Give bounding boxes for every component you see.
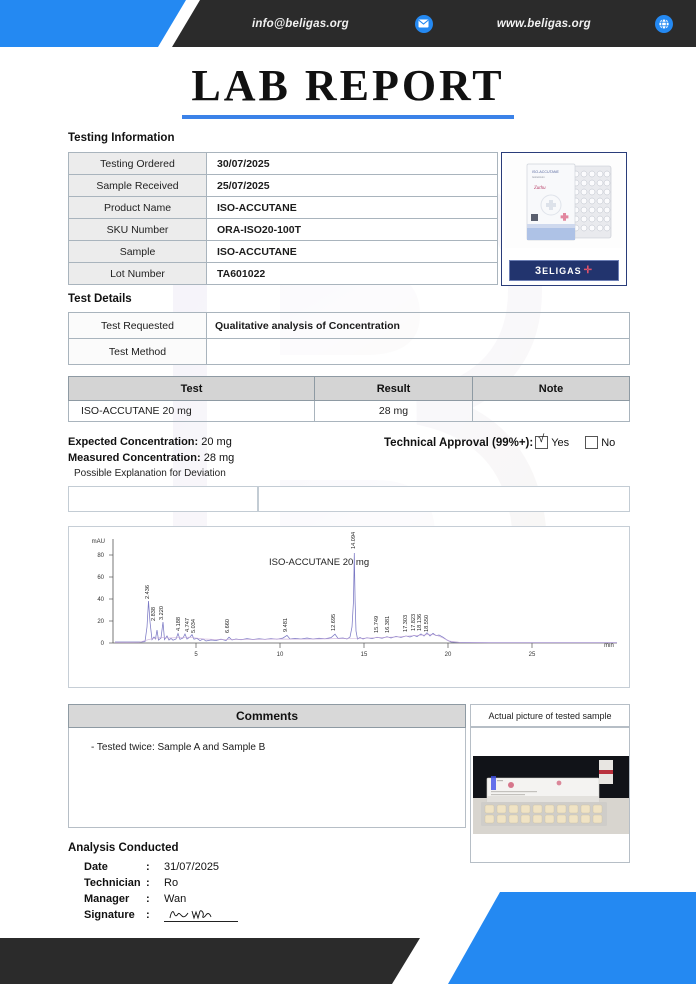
test-details-heading: Test Details bbox=[68, 293, 132, 305]
testing-information-heading: Testing Information bbox=[68, 132, 175, 144]
row-value[interactable]: ISO-ACCUTANE bbox=[207, 197, 498, 219]
title-underline bbox=[182, 115, 514, 119]
row-value[interactable]: 25/07/2025 bbox=[207, 175, 498, 197]
svg-text:5.034: 5.034 bbox=[191, 619, 197, 633]
svg-text:min: min bbox=[604, 643, 614, 649]
brand-name: ELIGAS bbox=[542, 265, 582, 276]
table-row bbox=[69, 728, 466, 828]
approval-yes-checkbox[interactable] bbox=[535, 433, 548, 449]
svg-text:18.136: 18.136 bbox=[417, 613, 423, 631]
brand-prefix: 3 bbox=[534, 264, 543, 277]
test-details-table bbox=[68, 312, 630, 365]
checkmark-icon: √ bbox=[538, 433, 545, 445]
cross-icon: ✛ bbox=[583, 265, 594, 276]
page-header bbox=[0, 0, 696, 47]
table-row bbox=[69, 263, 498, 285]
analysis-key-manager: Manager bbox=[84, 893, 130, 905]
measured-concentration-value: 28 mg bbox=[203, 452, 235, 464]
svg-text:18.550: 18.550 bbox=[424, 614, 430, 632]
svg-text:17.823: 17.823 bbox=[411, 613, 417, 631]
svg-text:16.381: 16.381 bbox=[385, 615, 391, 633]
svg-text:2.436: 2.436 bbox=[145, 585, 151, 599]
deviation-input-right[interactable] bbox=[258, 486, 630, 512]
row-label: Test Method bbox=[69, 339, 207, 365]
svg-text:20: 20 bbox=[444, 652, 452, 658]
row-value[interactable]: 30/07/2025 bbox=[207, 153, 498, 175]
row-value[interactable]: ORA-ISO20-100T bbox=[207, 219, 498, 241]
column-header-result: Result bbox=[315, 377, 473, 401]
measured-concentration-line bbox=[68, 452, 234, 464]
row-label: Lot Number bbox=[69, 263, 207, 285]
product-photo bbox=[505, 156, 623, 248]
svg-text:6.660: 6.660 bbox=[225, 619, 231, 633]
row-label: Test Requested bbox=[69, 313, 207, 339]
svg-text:15.749: 15.749 bbox=[374, 615, 380, 633]
svg-text:15: 15 bbox=[360, 652, 368, 658]
expected-concentration-label: Expected Concentration: bbox=[68, 436, 199, 448]
svg-text:80: 80 bbox=[97, 553, 104, 559]
separator: : bbox=[146, 909, 150, 921]
row-value[interactable]: TA601022 bbox=[207, 263, 498, 285]
table-row bbox=[68, 891, 238, 907]
approval-yes-label: Yes bbox=[551, 436, 570, 449]
sample-picture-caption: Actual picture of tested sample bbox=[470, 704, 630, 727]
table-row bbox=[69, 153, 498, 175]
envelope-icon[interactable] bbox=[415, 15, 433, 33]
deviation-input-left[interactable] bbox=[68, 486, 258, 512]
expected-concentration-line bbox=[68, 436, 234, 448]
analysis-key-signature: Signature bbox=[84, 909, 135, 921]
product-image-box bbox=[501, 152, 627, 286]
table-row bbox=[69, 219, 498, 241]
column-header-note: Note bbox=[473, 377, 630, 401]
sample-photo bbox=[473, 756, 629, 834]
svg-text:0: 0 bbox=[100, 641, 104, 647]
svg-text:10: 10 bbox=[276, 652, 284, 658]
analysis-heading: Analysis Conducted bbox=[68, 842, 179, 854]
results-header-row bbox=[69, 377, 630, 401]
separator: : bbox=[146, 861, 150, 873]
svg-text:14.094: 14.094 bbox=[351, 531, 357, 549]
table-row bbox=[69, 339, 630, 365]
svg-text:mAU: mAU bbox=[91, 539, 105, 545]
globe-icon[interactable] bbox=[655, 15, 673, 33]
svg-text:20: 20 bbox=[97, 619, 104, 625]
technical-approval-label: Technical Approval (99%+): bbox=[384, 436, 534, 449]
table-row bbox=[68, 907, 238, 923]
row-value[interactable]: ISO-ACCUTANE bbox=[207, 241, 498, 263]
comments-table bbox=[68, 704, 466, 828]
svg-text:Isotretinoin: Isotretinoin bbox=[532, 176, 545, 179]
comments-heading: Comments bbox=[69, 705, 466, 728]
technical-approval-block bbox=[384, 433, 616, 449]
svg-text:5: 5 bbox=[194, 652, 198, 658]
table-row bbox=[69, 197, 498, 219]
analysis-value-date[interactable]: 31/07/2025 bbox=[164, 861, 220, 873]
analysis-value-signature[interactable] bbox=[164, 907, 238, 923]
approval-no-label: No bbox=[601, 436, 616, 449]
column-header-test: Test bbox=[69, 377, 315, 401]
results-table bbox=[68, 376, 630, 422]
table-row bbox=[69, 175, 498, 197]
table-row bbox=[68, 875, 238, 891]
footer-blue-shape bbox=[396, 892, 696, 984]
chromatogram-title: ISO-ACCUTANE 20 mg bbox=[269, 557, 370, 568]
analysis-value-technician[interactable]: Ro bbox=[164, 877, 179, 889]
svg-text:25: 25 bbox=[528, 652, 536, 658]
measured-concentration-label: Measured Concentration: bbox=[68, 452, 201, 464]
concentration-block bbox=[68, 436, 234, 479]
signature-mark bbox=[166, 907, 236, 921]
header-website: www.beligas.org bbox=[496, 17, 591, 30]
page-title-block bbox=[0, 61, 696, 119]
deviation-input-row bbox=[68, 486, 630, 512]
separator: : bbox=[146, 893, 150, 905]
svg-text:60: 60 bbox=[97, 575, 104, 581]
table-row bbox=[69, 401, 630, 422]
brand-banner bbox=[509, 260, 619, 281]
svg-text:Zuthu: Zuthu bbox=[534, 186, 546, 191]
table-row bbox=[69, 313, 630, 339]
cell-test: ISO-ACCUTANE 20 mg bbox=[69, 401, 315, 422]
table-row bbox=[68, 859, 238, 875]
chromatogram-svg bbox=[69, 527, 630, 687]
svg-text:ISO-ACCUTANE: ISO-ACCUTANE bbox=[532, 170, 559, 174]
header-email: info@beligas.org bbox=[252, 17, 349, 30]
svg-text:9.481: 9.481 bbox=[283, 618, 289, 632]
cell-result: 28 mg bbox=[315, 401, 473, 422]
svg-text:4.747: 4.747 bbox=[185, 618, 191, 632]
table-row bbox=[69, 241, 498, 263]
svg-text:40: 40 bbox=[97, 597, 104, 603]
row-label: Product Name bbox=[69, 197, 207, 219]
analysis-value-manager[interactable]: Wan bbox=[164, 893, 187, 905]
svg-text:4.188: 4.188 bbox=[176, 617, 182, 631]
testing-information-table bbox=[68, 152, 498, 285]
row-label: Testing Ordered bbox=[69, 153, 207, 175]
row-value[interactable]: Qualitative analysis of Concentration bbox=[207, 313, 630, 339]
analysis-table bbox=[68, 859, 238, 923]
separator: : bbox=[146, 877, 150, 889]
svg-text:3.220: 3.220 bbox=[159, 606, 165, 620]
comments-body[interactable]: - Tested twice: Sample A and Sample B bbox=[69, 728, 466, 828]
sample-picture-box bbox=[470, 727, 630, 863]
page-footer bbox=[0, 938, 696, 984]
row-value[interactable] bbox=[207, 339, 630, 365]
approval-no-checkbox[interactable] bbox=[585, 436, 598, 449]
analysis-key-date: Date bbox=[84, 861, 108, 873]
chromatogram-chart bbox=[68, 526, 630, 688]
svg-text:2.838: 2.838 bbox=[151, 607, 157, 621]
svg-text:17.303: 17.303 bbox=[403, 614, 409, 632]
row-label: Sample Received bbox=[69, 175, 207, 197]
row-label: SKU Number bbox=[69, 219, 207, 241]
row-label: Sample bbox=[69, 241, 207, 263]
analysis-key-technician: Technician bbox=[84, 877, 141, 889]
svg-text:12.695: 12.695 bbox=[331, 613, 337, 631]
comments-header-row bbox=[69, 705, 466, 728]
deviation-explanation-label: Possible Explanation for Deviation bbox=[74, 468, 226, 479]
cell-note[interactable] bbox=[473, 401, 630, 422]
page-title: LAB REPORT bbox=[191, 61, 505, 110]
expected-concentration-value: 20 mg bbox=[201, 436, 232, 448]
signature-line bbox=[164, 908, 238, 922]
